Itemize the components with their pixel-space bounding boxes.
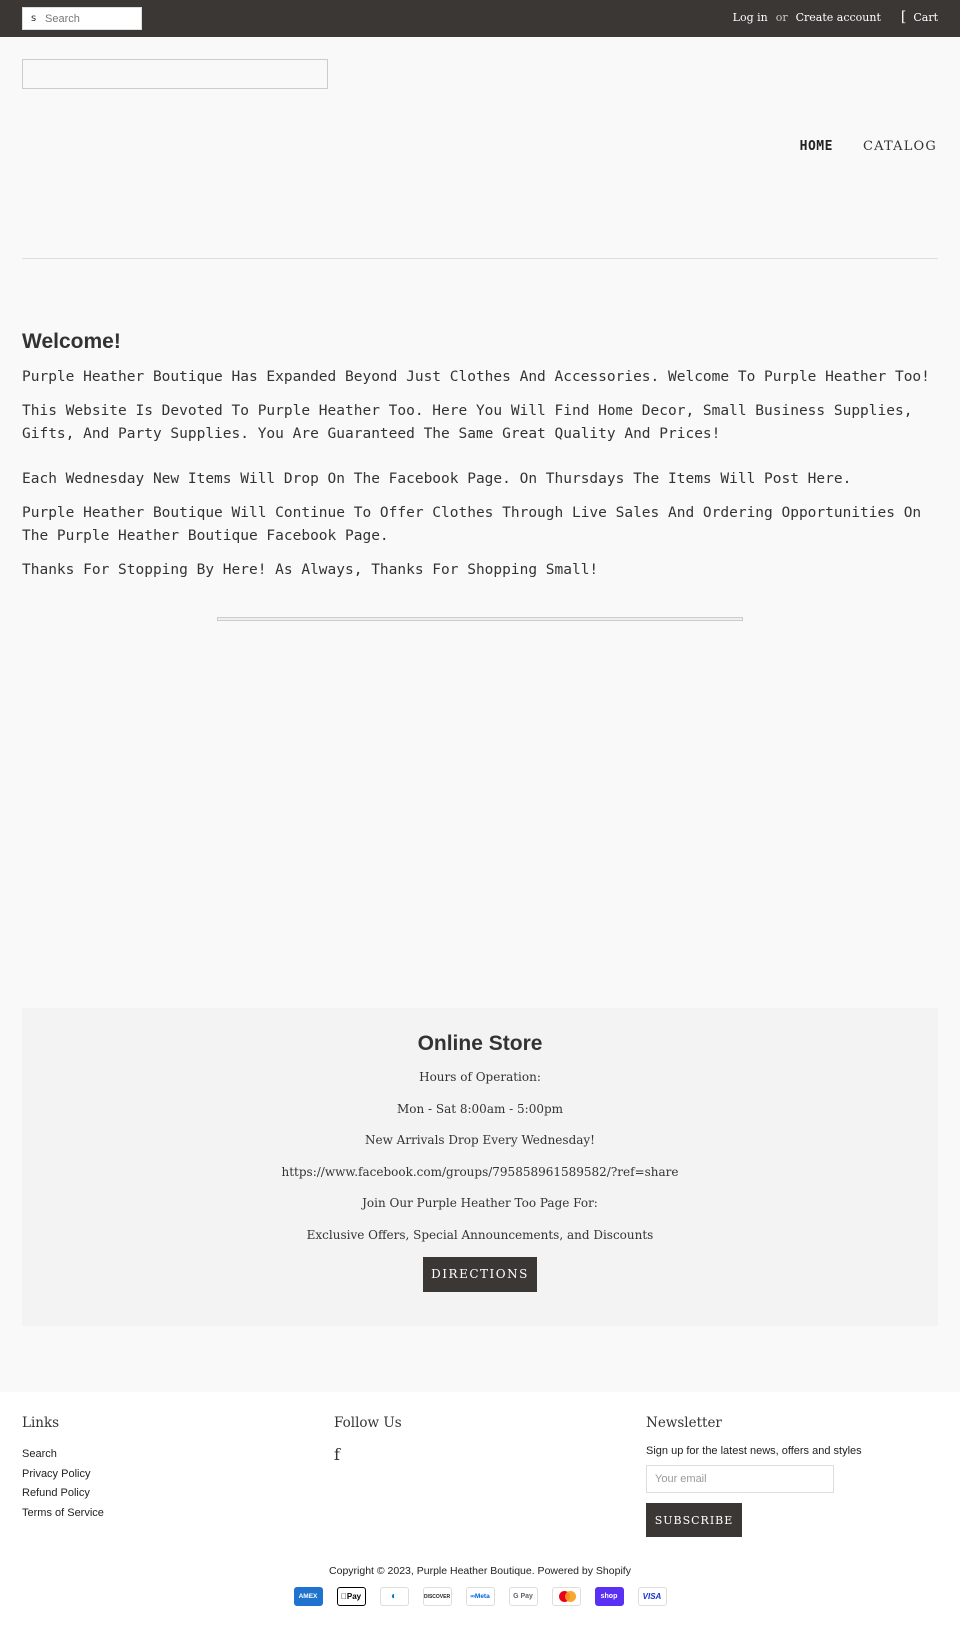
payment-icons: [0, 1587, 960, 1606]
footer-follow-column: [334, 1415, 402, 1464]
welcome-paragraph: This Website Is Devoted To Purple Heather Too. Here You Will Find Home Decor, Small Business Supplies, Gifts, And Party Supplies. You Are Guaranteed The Same Great Quality And Prices!: [22, 403, 913, 442]
store-facebook-url: https://www.facebook.com/groups/795858961589582/?ref=share: [281, 1164, 679, 1179]
footer-links-title: Links: [22, 1415, 60, 1431]
footer-link-search[interactable]: Search: [22, 1448, 57, 1460]
welcome-section: [22, 330, 938, 593]
store-arrivals: New Arrivals Drop Every Wednesday!: [364, 1133, 596, 1147]
footer-newsletter-title: Newsletter: [646, 1415, 722, 1431]
cart-icon[interactable]: [: [900, 9, 907, 25]
visa-icon: VISA: [638, 1587, 667, 1606]
amex-icon: AMEX: [294, 1587, 323, 1606]
site-logo[interactable]: [22, 59, 328, 89]
main-nav: [800, 139, 937, 154]
online-store-panel: [22, 1008, 938, 1326]
footer-link-refund-policy[interactable]: Refund Policy: [22, 1487, 90, 1499]
directions-button[interactable]: DIRECTIONS: [423, 1257, 537, 1292]
account-links: [733, 11, 938, 24]
footer-newsletter-column: [646, 1415, 862, 1537]
subscribe-button[interactable]: SUBSCRIBE: [646, 1503, 742, 1537]
header-divider: [22, 258, 938, 259]
store-offers-text: Exclusive Offers, Special Announcements, and Discounts: [306, 1227, 654, 1242]
nav-item-home[interactable]: HOME: [799, 139, 833, 154]
store-join-text: Join Our Purple Heather Too Page For:: [362, 1196, 598, 1210]
apple-pay-icon: Pay: [337, 1587, 366, 1606]
mastercard-icon: [552, 1587, 581, 1606]
cart-link[interactable]: Cart: [913, 11, 938, 24]
facebook-icon[interactable]: f: [334, 1445, 340, 1464]
store-title: Online Store: [417, 1032, 543, 1055]
footer-follow-title: Follow Us: [334, 1415, 402, 1431]
search-icon[interactable]: s: [31, 13, 37, 24]
search-input[interactable]: [45, 11, 139, 27]
page-title: Welcome!: [22, 330, 121, 353]
welcome-paragraph: Purple Heather Boutique Will Continue To Offer Clothes Through Live Sales And Ordering Opportunities On The Purple Heather Boutique Facebook Page.: [22, 505, 922, 544]
content-divider: [217, 617, 743, 621]
header-search[interactable]: [22, 7, 142, 30]
newsletter-description: Sign up for the latest news, offers and styles: [646, 1445, 862, 1457]
newsletter-email-input[interactable]: [646, 1465, 834, 1493]
footer-link-privacy-policy[interactable]: Privacy Policy: [22, 1467, 91, 1480]
footer-links-column: [22, 1415, 104, 1523]
google-pay-icon: G Pay: [509, 1587, 538, 1606]
welcome-paragraph: Purple Heather Boutique Has Expanded Beyond Just Clothes And Accessories. Welcome To Purple Heather Too!: [22, 369, 930, 385]
welcome-paragraph: Thanks For Stopping By Here! As Always, Thanks For Shopping Small!: [22, 562, 599, 578]
store-hours-heading: Hours of Operation:: [419, 1070, 541, 1084]
shop-pay-icon: shop: [595, 1587, 624, 1606]
top-bar: [0, 0, 960, 37]
diners-club-icon: ◐: [380, 1587, 409, 1606]
create-account-link[interactable]: Create account: [795, 11, 881, 24]
discover-icon: DISCOVER: [423, 1587, 452, 1606]
copyright-text: Copyright © 2023, Purple Heather Boutique. Powered by Shopify: [329, 1565, 631, 1577]
login-link[interactable]: Log in: [732, 11, 768, 24]
meta-pay-icon: ∞Meta: [466, 1587, 495, 1606]
nav-item-catalog[interactable]: CATALOG: [862, 139, 937, 154]
welcome-paragraph: Each Wednesday New Items Will Drop On The Facebook Page. On Thursdays The Items Will Post Here.: [22, 471, 852, 487]
footer-link-terms-of-service[interactable]: Terms of Service: [22, 1506, 104, 1519]
store-hours: Mon - Sat 8:00am - 5:00pm: [396, 1101, 564, 1116]
or-separator: or: [775, 11, 788, 24]
